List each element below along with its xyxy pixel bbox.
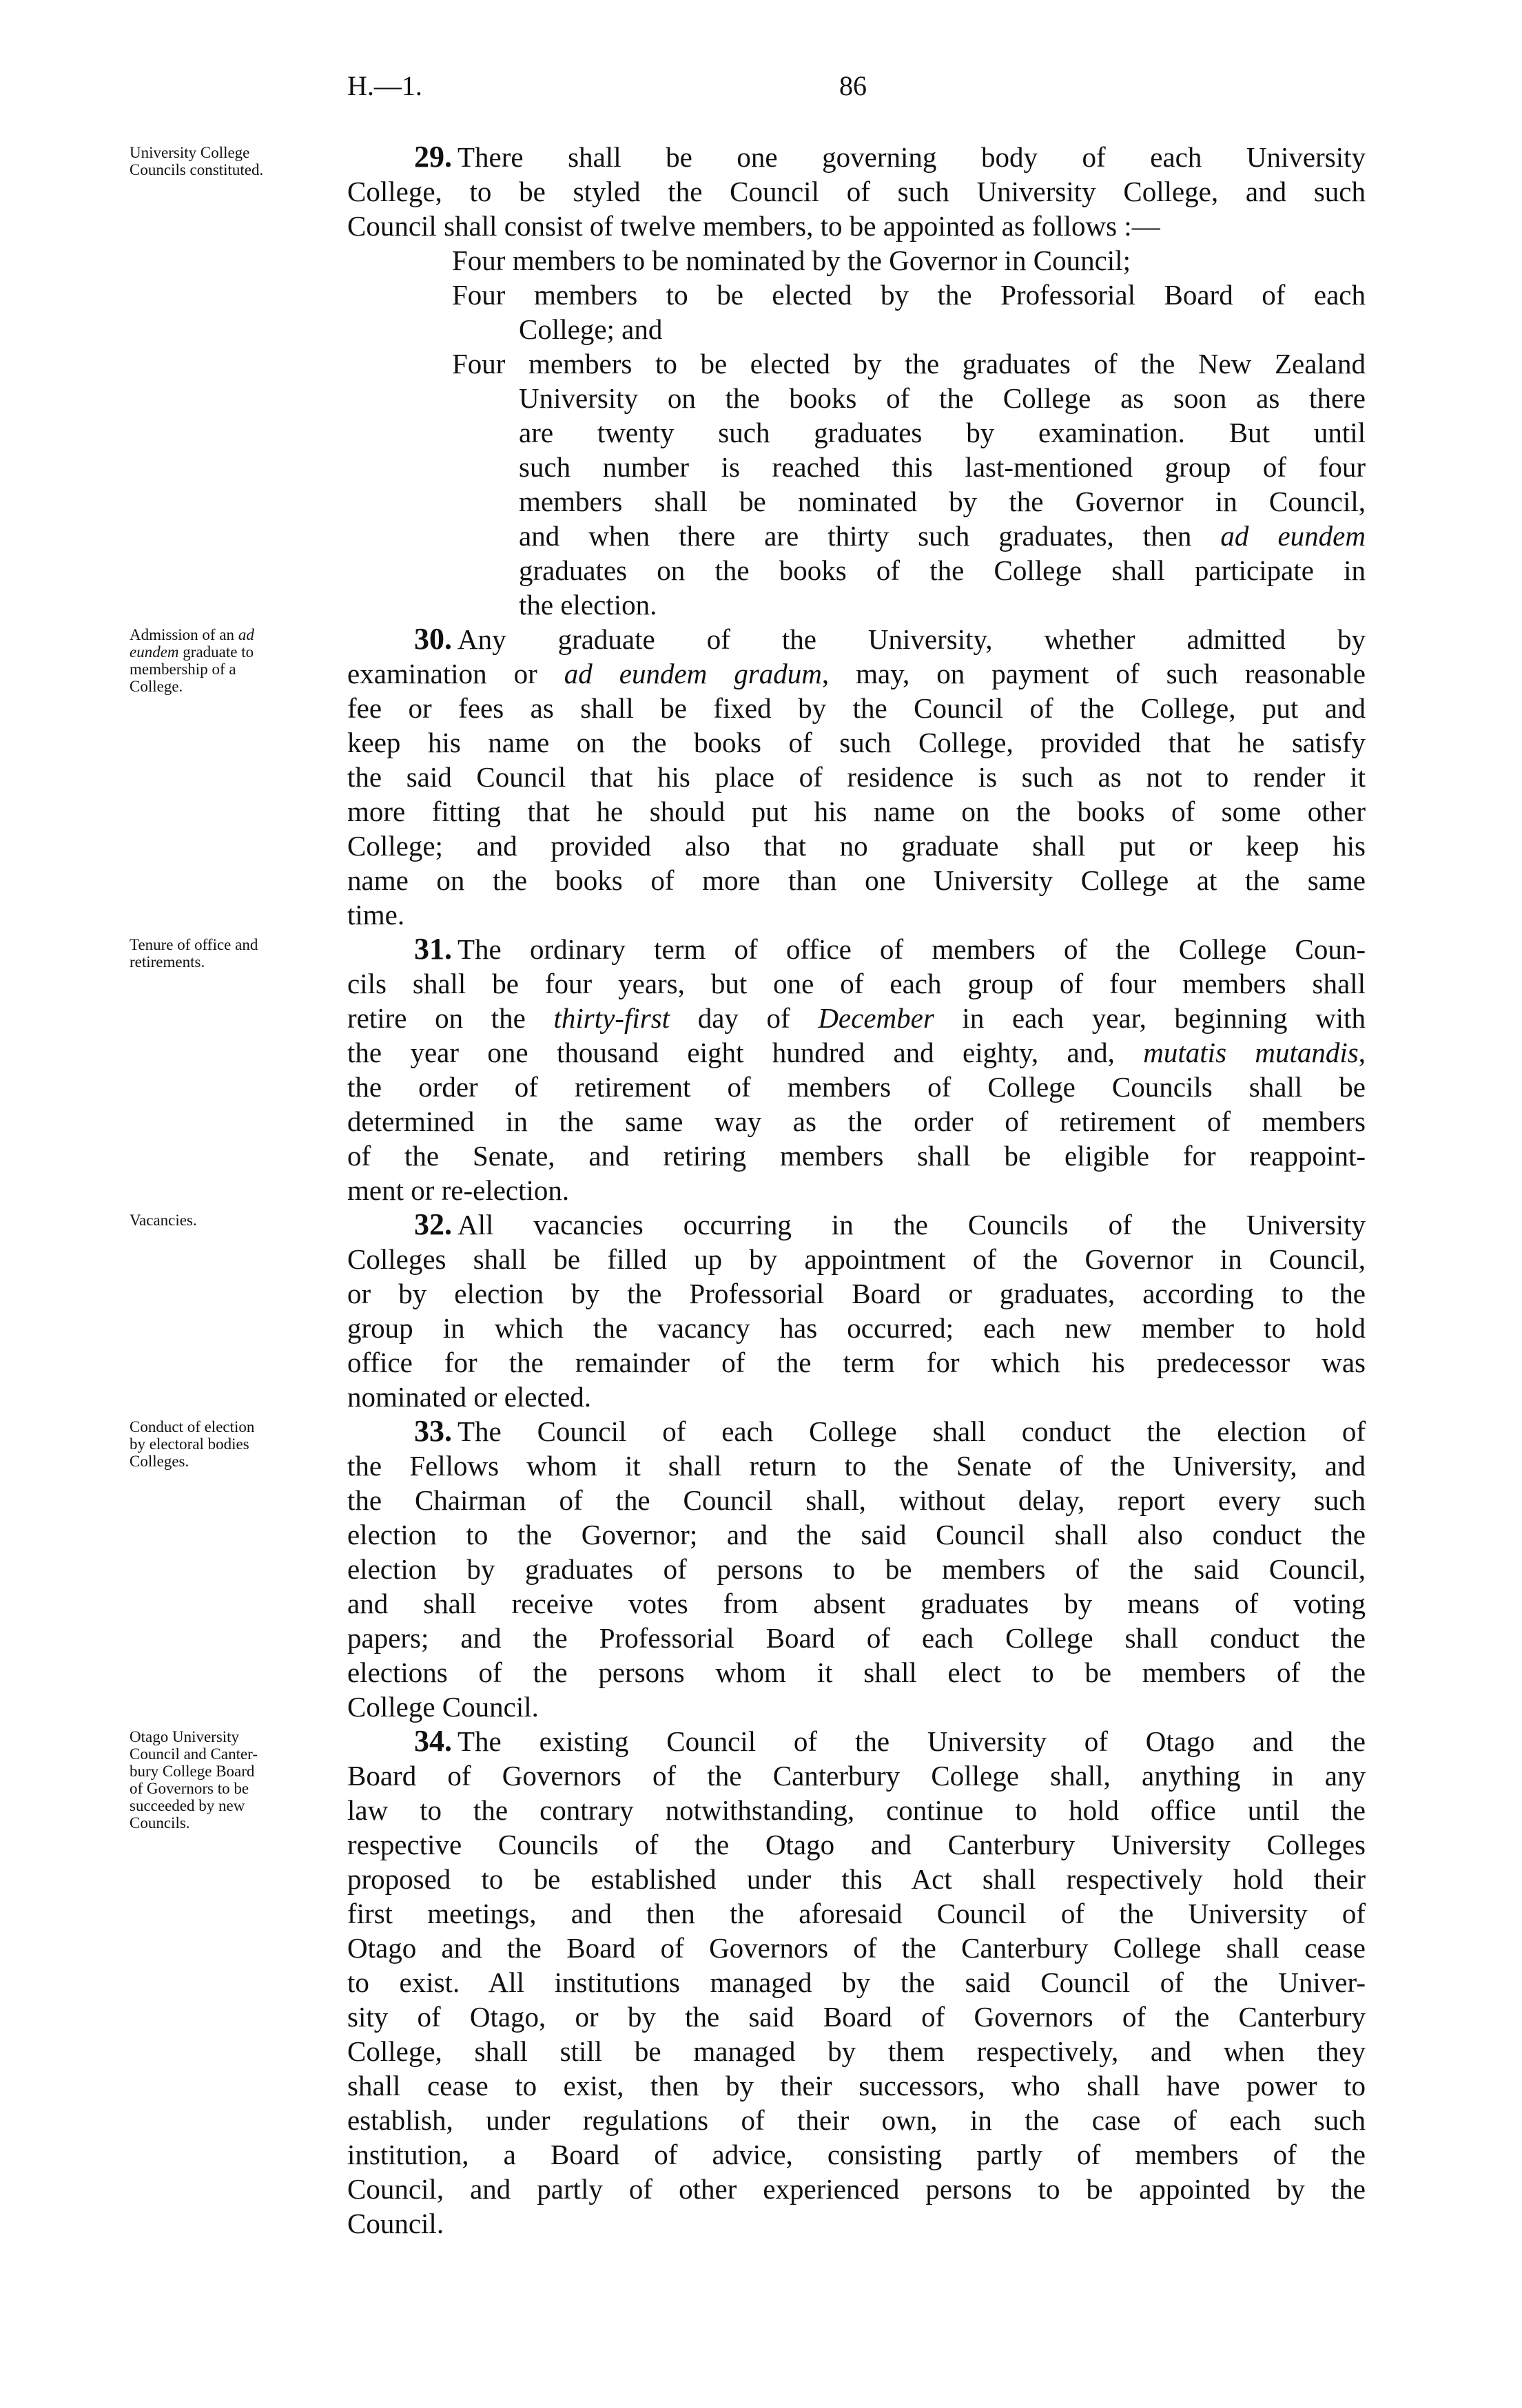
text-run: There shall be one governing body of each University xyxy=(457,141,1366,173)
text-run: The Council of each College shall conduct the election of xyxy=(457,1415,1366,1447)
margin-note-line xyxy=(130,953,322,971)
text-run: determined in the same way as the order of retirement of members xyxy=(347,1106,1366,1137)
text-line xyxy=(347,1449,1366,1483)
text-line xyxy=(347,1690,1366,1724)
list-item-line xyxy=(347,312,1366,346)
text-run: , may, on payment of such reasonable xyxy=(821,658,1366,689)
section-33 xyxy=(347,1414,1366,1724)
margin-note xyxy=(130,1212,322,1229)
text-run: the Fellows whom it shall return to the Senate of the University, and xyxy=(347,1450,1366,1482)
text-line xyxy=(347,2068,1366,2103)
list-item-line xyxy=(347,243,1366,278)
text-run: All vacancies occurring in the Councils of the University xyxy=(457,1209,1366,1241)
text-run: such number is reached this last-mentioned group of four xyxy=(519,451,1366,483)
text-line xyxy=(347,1070,1366,1104)
text-run: the Chairman of the Council shall, without delay, report every such xyxy=(347,1484,1366,1516)
text-run: , xyxy=(1358,1037,1366,1068)
text-line xyxy=(347,966,1366,1001)
margin-note-line xyxy=(130,1453,322,1470)
margin-note-line xyxy=(130,1814,322,1831)
text-run: Conduct of election xyxy=(130,1418,255,1435)
section-number: 34. xyxy=(414,1724,452,1758)
margin-note-line xyxy=(130,678,322,695)
section-30 xyxy=(347,622,1366,932)
text-line xyxy=(347,1827,1366,1862)
list-item-line xyxy=(347,553,1366,588)
text-run: proposed to be established under this Act shall respectively hold their xyxy=(347,1863,1366,1895)
text-run: time. xyxy=(347,899,405,931)
text-line xyxy=(347,1517,1366,1552)
text-run: fee or fees as shall be fixed by the Council of the College, put and xyxy=(347,692,1366,724)
margin-note xyxy=(130,626,322,695)
text-run: in each year, beginning with xyxy=(934,1002,1366,1034)
text-run: respective Councils of the Otago and Canterbury University Colleges xyxy=(347,1829,1366,1860)
text-run: Councils constituted. xyxy=(130,161,264,178)
italic-text-run: ad eundem gradum xyxy=(564,658,822,689)
document-body xyxy=(347,140,1366,2241)
text-line xyxy=(347,794,1366,829)
margin-note-line xyxy=(130,1797,322,1814)
text-run: ment or re-election. xyxy=(347,1174,570,1206)
text-run: shall cease to exist, then by their successors, who shall have power to xyxy=(347,2070,1366,2101)
text-run: College; and provided also that no graduate shall put or keep his xyxy=(347,830,1366,862)
text-run: group in which the vacancy has occurred; each new member to hold xyxy=(347,1312,1366,1344)
text-run: elections of the persons whom it shall elect to be members of the xyxy=(347,1657,1366,1688)
text-run: Four members to be elected by the Professorial Board of each xyxy=(452,279,1366,311)
text-line xyxy=(347,897,1366,932)
text-run: nominated or elected. xyxy=(347,1381,592,1413)
text-line xyxy=(347,140,1366,174)
text-run: and when there are thirty such graduates, then xyxy=(519,520,1221,552)
text-run: Councils. xyxy=(130,1814,190,1831)
section-number: 32. xyxy=(414,1207,452,1241)
text-line xyxy=(347,1414,1366,1449)
text-run: examination or xyxy=(347,658,564,689)
text-line xyxy=(347,209,1366,243)
page-number: 86 xyxy=(839,70,867,101)
margin-note-line xyxy=(130,1435,322,1453)
text-run: name on the books of more than one University College at the same xyxy=(347,864,1366,896)
margin-note-line xyxy=(130,1763,322,1780)
italic-text-run: December xyxy=(818,1002,934,1034)
text-run: the year one thousand eight hundred and eighty, and, xyxy=(347,1037,1144,1068)
text-line xyxy=(347,725,1366,760)
margin-note-line xyxy=(130,1212,322,1229)
text-run: Council, and partly of other experienced persons to be appointed by the xyxy=(347,2173,1366,2205)
section-number: 29. xyxy=(414,140,452,174)
text-run: to exist. All institutions managed by the said Council of the Univer- xyxy=(347,1966,1366,1998)
list-item-line xyxy=(347,278,1366,312)
text-line xyxy=(347,863,1366,897)
text-run: graduate to xyxy=(178,643,254,661)
text-run: Colleges. xyxy=(130,1453,189,1470)
text-run: election by graduates of persons to be members of the said Council, xyxy=(347,1553,1366,1585)
text-run: office for the remainder of the term for which his predecessor was xyxy=(347,1347,1366,1378)
section-number: 30. xyxy=(414,622,452,656)
text-line xyxy=(347,932,1366,966)
text-run: more fitting that he should put his name on the books of some other xyxy=(347,796,1366,827)
text-line xyxy=(347,1552,1366,1586)
margin-note-line xyxy=(130,936,322,953)
list-item-line xyxy=(347,381,1366,415)
text-line xyxy=(347,1139,1366,1173)
section-number: 33. xyxy=(414,1414,452,1448)
text-run: Any graduate of the University, whether admitted by xyxy=(457,623,1366,655)
text-line xyxy=(347,1931,1366,1965)
list-item-line xyxy=(347,588,1366,622)
text-line xyxy=(347,1380,1366,1414)
text-line xyxy=(347,1311,1366,1345)
margin-note xyxy=(130,1728,322,1831)
text-run: Council. xyxy=(347,2208,444,2239)
text-run: Council and Canter- xyxy=(130,1745,258,1763)
margin-note-line xyxy=(130,144,322,161)
text-run: day of xyxy=(670,1002,819,1034)
text-line xyxy=(347,1104,1366,1139)
text-run: University College xyxy=(130,144,250,161)
text-line xyxy=(347,1242,1366,1276)
text-run: of the Senate, and retiring members shall be eligible for reappoint- xyxy=(347,1140,1366,1172)
margin-note-line xyxy=(130,161,322,178)
text-run: of Governors to be xyxy=(130,1780,249,1797)
text-run: institution, a Board of advice, consisting partly of members of the xyxy=(347,2139,1366,2170)
list-item-line xyxy=(347,415,1366,450)
text-run: bury College Board xyxy=(130,1763,255,1780)
text-run: Admission of an xyxy=(130,626,238,643)
text-run: the order of retirement of members of College Councils shall be xyxy=(347,1071,1366,1103)
margin-note-line xyxy=(130,1780,322,1797)
text-run: College Council. xyxy=(347,1691,539,1723)
list-item-line xyxy=(347,519,1366,553)
text-run: Otago University xyxy=(130,1728,240,1745)
text-line xyxy=(347,2103,1366,2137)
text-run: first meetings, and then the aforesaid Council of the University of xyxy=(347,1898,1366,1929)
text-run: the election. xyxy=(519,589,657,621)
text-run: Board of Governors of the Canterbury College shall, anything in any xyxy=(347,1760,1366,1792)
text-run: succeeded by new xyxy=(130,1797,245,1814)
section-number: 31. xyxy=(414,932,452,966)
section-32 xyxy=(347,1207,1366,1414)
text-run: keep his name on the books of such College, provided that he satisfy xyxy=(347,727,1366,758)
italic-text-run: eundem xyxy=(130,643,179,661)
text-run: or by election by the Professorial Board or graduates, according to the xyxy=(347,1278,1366,1309)
text-line xyxy=(347,1758,1366,1793)
list-item-line xyxy=(347,450,1366,484)
text-line xyxy=(347,2172,1366,2206)
text-run: Vacancies. xyxy=(130,1212,197,1229)
text-run: and shall receive votes from absent graduates by means of voting xyxy=(347,1588,1366,1619)
margin-note-line xyxy=(130,1418,322,1435)
text-line xyxy=(347,2034,1366,2068)
margin-note-line xyxy=(130,1745,322,1763)
text-line xyxy=(347,656,1366,691)
section-29 xyxy=(347,140,1366,622)
text-run: retirements. xyxy=(130,953,205,971)
text-line xyxy=(347,2137,1366,2172)
text-run: Otago and the Board of Governors of the Canterbury College shall cease xyxy=(347,1932,1366,1964)
margin-note-line xyxy=(130,661,322,678)
text-line xyxy=(347,1724,1366,1758)
text-line xyxy=(347,1655,1366,1690)
text-line xyxy=(347,1586,1366,1621)
margin-note-line xyxy=(130,626,322,643)
text-line xyxy=(347,1793,1366,1827)
text-line xyxy=(347,1276,1366,1311)
text-line xyxy=(347,829,1366,863)
text-run: members shall be nominated by the Governor in Council, xyxy=(519,486,1366,517)
document-reference: H.—1. xyxy=(347,70,422,101)
text-run: College, shall still be managed by them respectively, and when they xyxy=(347,2035,1366,2067)
text-line xyxy=(347,691,1366,725)
text-run: sity of Otago, or by the said Board of Governors of the Canterbury xyxy=(347,2001,1366,2033)
text-line xyxy=(347,1173,1366,1207)
section-31 xyxy=(347,932,1366,1207)
margin-note-line xyxy=(130,643,322,661)
margin-note xyxy=(130,936,322,971)
text-run: papers; and the Professorial Board of each College shall conduct the xyxy=(347,1622,1366,1654)
text-line xyxy=(347,174,1366,209)
italic-text-run: mutatis mutandis xyxy=(1143,1037,1359,1068)
text-line xyxy=(347,1207,1366,1242)
text-run: Council shall consist of twelve members, to be appointed as follows :— xyxy=(347,210,1160,242)
text-run: graduates on the books of the College shall participate in xyxy=(519,554,1366,586)
text-run: law to the contrary notwithstanding, continue to hold office until the xyxy=(347,1794,1366,1826)
text-line xyxy=(347,1965,1366,2000)
text-line xyxy=(347,1001,1366,1035)
text-line xyxy=(347,1035,1366,1070)
text-line xyxy=(347,1483,1366,1517)
text-run: retire on the xyxy=(347,1002,554,1034)
text-run: by electoral bodies xyxy=(130,1435,249,1453)
text-line xyxy=(347,1345,1366,1380)
list-item-line xyxy=(347,346,1366,381)
text-run: Colleges shall be filled up by appointment of the Governor in Council, xyxy=(347,1243,1366,1275)
text-run: establish, under regulations of their own, in the case of each such xyxy=(347,2104,1366,2136)
text-run: Tenure of office and xyxy=(130,936,258,953)
text-run: The existing Council of the University of Otago and the xyxy=(457,1725,1366,1757)
text-run: the said Council that his place of residence is such as not to render it xyxy=(347,761,1366,793)
text-line xyxy=(347,1896,1366,1931)
text-run: Four members to be elected by the graduates of the New Zealand xyxy=(452,348,1366,380)
margin-note-line xyxy=(130,1728,322,1745)
text-line xyxy=(347,760,1366,794)
text-line xyxy=(347,1862,1366,1896)
text-run: cils shall be four years, but one of each group of four members shall xyxy=(347,968,1366,999)
italic-text-run: ad xyxy=(238,626,254,643)
text-line xyxy=(347,2206,1366,2241)
italic-text-run: ad eundem xyxy=(1220,520,1366,552)
margin-note xyxy=(130,1418,322,1470)
text-run: College, to be styled the Council of such University College, and such xyxy=(347,176,1366,207)
text-run: are twenty such graduates by examination. But until xyxy=(519,417,1366,448)
section-34 xyxy=(347,1724,1366,2241)
text-run: election to the Governor; and the said Council shall also conduct the xyxy=(347,1519,1366,1550)
text-line xyxy=(347,622,1366,656)
text-run: College; and xyxy=(519,313,663,345)
text-run: College. xyxy=(130,678,183,695)
text-run: Four members to be nominated by the Governor in Council; xyxy=(452,245,1131,276)
text-line xyxy=(347,1621,1366,1655)
text-run: University on the books of the College as soon as there xyxy=(519,382,1366,414)
italic-text-run: thirty-first xyxy=(553,1002,670,1034)
margin-note xyxy=(130,144,322,178)
list-item-line xyxy=(347,484,1366,519)
text-line xyxy=(347,2000,1366,2034)
text-run: membership of a xyxy=(130,661,236,678)
text-run: The ordinary term of office of members of the College Coun- xyxy=(457,933,1366,965)
